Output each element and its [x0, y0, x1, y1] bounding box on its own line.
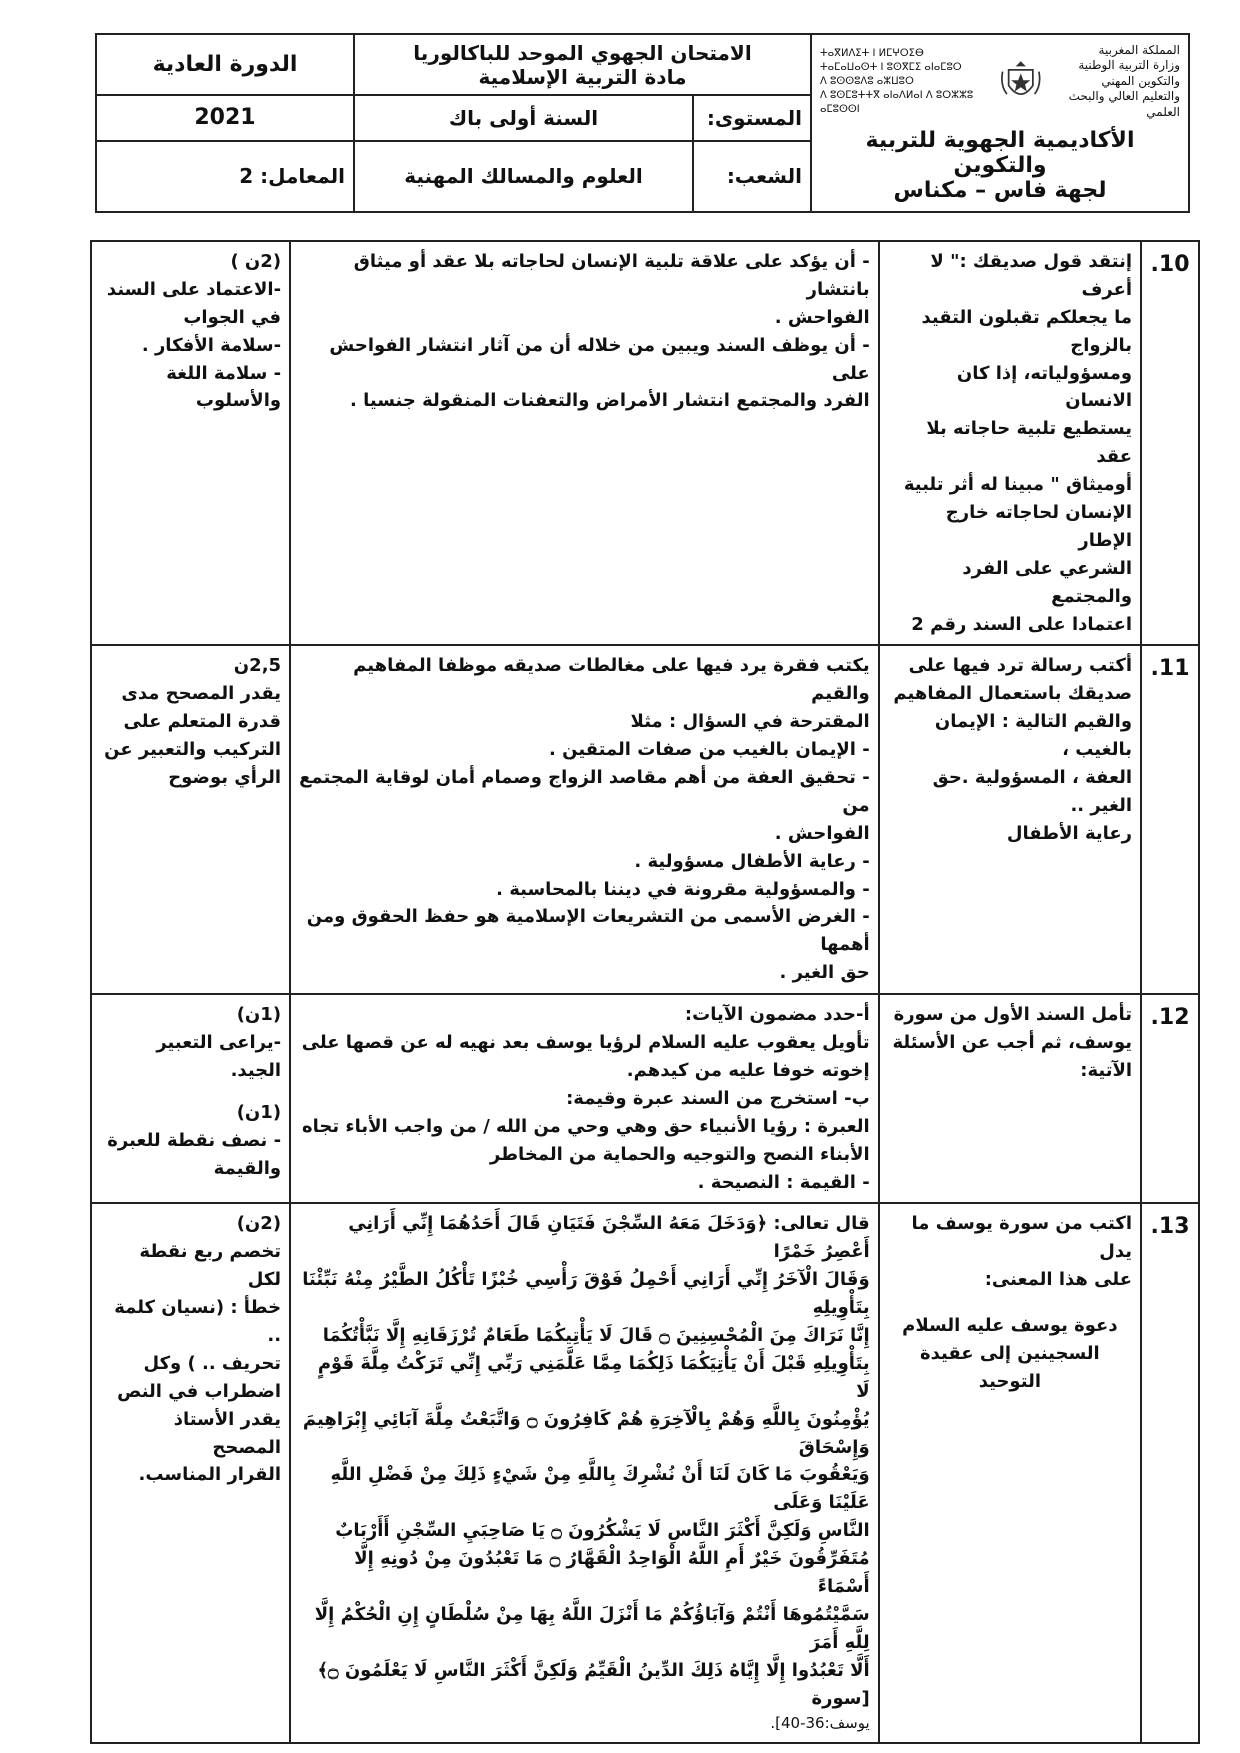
- exam-subject: مادة التربية الإسلامية: [478, 64, 687, 89]
- answer-cell: أ-حدد مضمون الآيات: تأويل يعقوب عليه السلام لرؤيا يوسف بعد نهيه له عن قصها على إخوته خوفا عليه من كيدهم. ب- استخرج من السند عبرة وقيمة: العبرة : رؤيا الأنبياء حق وهي وحي من الله / من واجب الأباء تجاه الأبناء النصح والتوجيه والحماية من المخاطر - القيمة : النصيحة .: [290, 994, 879, 1203]
- tifinagh-line: ⴷ ⵓⵙⵎⵓⵜⵜⴳ ⴰⵏⴰⴷⵍⴰⵏ ⴷ ⵓⵔⵣⵣⵓ ⴰⵎⵓⵙⵙⵏ: [820, 89, 974, 115]
- kingdom-line: وزارة التربية الوطنية: [1078, 58, 1180, 73]
- kingdom-line: والتكوين المهني: [1101, 73, 1180, 88]
- exam-header: [95, 33, 1190, 213]
- exam-title: الامتحان الجهوي الموحد للباكالوريا: [413, 40, 752, 65]
- tifinagh-text: [820, 47, 990, 117]
- criteria-cell: (2ن ) -الاعتماد على السند في الجواب -سلامة الأفكار . - سلامة اللغة والأسلوب: [91, 241, 290, 645]
- question-number: 13.: [1141, 1203, 1199, 1742]
- question-number: 10.: [1141, 241, 1199, 645]
- ministry-logo-block: [820, 43, 1180, 121]
- question-number: 11.: [1141, 645, 1199, 994]
- table-row: [91, 994, 1199, 1203]
- table-row: [91, 241, 1199, 645]
- question-cell: تأمل السند الأول من سورة يوسف، ثم أجب عن الأسئلة الآتية:: [879, 994, 1141, 1203]
- criteria-cell: (2ن) تخصم ربع نقطة لكل خطأ : (نسيان كلمة .. تحريف .. ) وكل اضطراب في النص يقدر الأستاذ المصحح القرار المناسب.: [91, 1203, 290, 1742]
- question-number: 12.: [1141, 994, 1199, 1203]
- answer-cell: - أن يؤكد على علاقة تلبية الإنسان لحاجاته بلا عقد أو ميثاق بانتشار الفواحش . - أن يوظف السند ويبين من خلاله أن من آثار انتشار الفواحش على الفرد والمجتمع انتشار الأمراض والتعفنات المنقولة جنسيا .: [290, 241, 879, 645]
- quran-verses-cell: قال تعالى: ﴿وَدَخَلَ مَعَهُ السِّجْنَ فَتَيَانِ قَالَ أَحَدُهُمَا إِنِّي أَرَانِي أَعْصِرُ خَمْرًا وَقَالَ الْآخَرُ إِنِّي أَرَانِي أَحْمِلُ فَوْقَ رَأْسِي خُبْزًا تَأْكُلُ الطَّيْرُ مِنْهُ نَبِّئْنَا بِتَأْوِيلِهِ إِنَّا نَرَاكَ مِنَ الْمُحْسِنِينَ ۝ قَالَ لَا يَأْتِيكُمَا طَعَامٌ تُرْزَقَانِهِ إِلَّا نَبَّأْتُكُمَا بِتَأْوِيلِهِ قَبْلَ أَنْ يَأْتِيَكُمَا ذَلِكُمَا مِمَّا عَلَّمَنِي رَبِّي إِنِّي تَرَكْتُ مِلَّةَ قَوْمٍ لَا يُؤْمِنُونَ بِاللَّهِ وَهُمْ بِالْآخِرَةِ هُمْ كَافِرُونَ ۝ وَاتَّبَعْتُ مِلَّةَ آبَائِي إِبْرَاهِيمَ وَإِسْحَاقَ وَيَعْقُوبَ مَا كَانَ لَنَا أَنْ نُشْرِكَ بِاللَّهِ مِنْ شَيْءٍ ذَلِكَ مِنْ فَضْلِ اللَّهِ عَلَيْنَا وَعَلَى النَّاسِ وَلَكِنَّ أَكْثَرَ النَّاسِ لَا يَشْكُرُونَ ۝ يَا صَاحِبَيِ السِّجْنِ أَأَرْبَابٌ مُتَفَرِّقُونَ خَيْرٌ أَمِ اللَّهُ الْوَاحِدُ الْقَهَّارُ ۝ مَا تَعْبُدُونَ مِنْ دُونِهِ إِلَّا أَسْمَاءً سَمَّيْتُمُوهَا أَنْتُمْ وَآبَاؤُكُمْ مَا أَنْزَلَ اللَّهُ بِهَا مِنْ سُلْطَانٍ إِنِ الْحُكْمُ إِلَّا لِلَّهِ أَمَرَ أَلَّا تَعْبُدُوا إِلَّا إِيَّاهُ ذَلِكَ الدِّينُ الْقَيِّمُ وَلَكِنَّ أَكْثَرَ النَّاسِ لَا يَعْلَمُونَ ۝﴾ [سورة يوسف:36-40].: [290, 1203, 879, 1742]
- session-label: الدورة العادية: [96, 34, 354, 95]
- table-row: [91, 645, 1199, 994]
- coefficient: المعامل: 2: [96, 141, 354, 212]
- table-row: [91, 1203, 1199, 1742]
- coat-of-arms-icon: [1000, 56, 1042, 108]
- exam-year: 2021: [96, 95, 354, 141]
- academy-name: الأكاديمية الجهوية للتربية والتكوين: [865, 128, 1135, 179]
- branch-value: العلوم والمسالك المهنية: [354, 141, 693, 212]
- verse-reference: يوسف:36-40].: [770, 1714, 870, 1733]
- tifinagh-line: ⴷ ⵓⵙⵙⵓⴷⵓ ⴰⵣⵡⵓⵔ: [820, 75, 914, 87]
- branch-label: الشعب:: [693, 141, 811, 212]
- tifinagh-line: ⵜⴰⵎⴰⵡⴰⵙⵜ ⵏ ⵓⵙⴳⵎⵉ ⴰⵏⴰⵎⵓⵔ: [820, 61, 962, 73]
- level-label: المستوى:: [693, 95, 811, 141]
- answer-key-table: [90, 240, 1200, 1744]
- academy-region: لجهة فاس – مكناس: [893, 178, 1107, 204]
- exam-title-cell: [354, 34, 811, 95]
- kingdom-line: المملكة المغربية: [1098, 42, 1180, 57]
- tifinagh-line: ⵜⴰⴳⵍⴷⵉⵜ ⵏ ⵍⵎⵖⵔⵉⴱ: [820, 47, 924, 59]
- kingdom-text: [1051, 43, 1180, 121]
- answer-cell: يكتب فقرة يرد فيها على مغالطات صديقه موظفا المفاهيم والقيم المقترحة في السؤال : مثلا - الإيمان بالغيب من صفات المتقين . - تحقيق العفة من أهم مقاصد الزواج وصمام أمان لوقاية المجتمع من الفواحش . - رعاية الأطفال مسؤولية . - والمسؤولية مقرونة في ديننا بالمحاسبة . - الغرض الأسمى من التشريعات الإسلامية هو حفظ الحقوق ومن أهمها حق الغير .: [290, 645, 879, 994]
- academy-cell: [811, 34, 1189, 212]
- question-cell: اكتب من سورة يوسف ما يدل على هذا المعنى: دعوة يوسف عليه السلام السجينين إلى عقيدة التوحيد: [879, 1203, 1141, 1742]
- kingdom-line: والتعليم العالي والبحث العلمي: [1068, 89, 1180, 119]
- question-cell: إنتقد قول صديقك :" لا أعرف ما يجعلكم تقبلون التقيد بالزواج ومسؤولياته، إذا كان الانسان يستطيع تلبية حاجاته بلا عقد أوميثاق " مبينا له أثر تلبية الإنسان لحاجاته خارج الإطار الشرعي على الفرد والمجتمع اعتمادا على السند رقم 2: [879, 241, 1141, 645]
- criteria-cell: (1ن) -يراعى التعبير الجيد. (1ن) - نصف نقطة للعبرة والقيمة: [91, 994, 290, 1203]
- level-value: السنة أولى باك: [354, 95, 693, 141]
- criteria-cell: 2,5ن يقدر المصحح مدى قدرة المتعلم على التركيب والتعبير عن الرأي بوضوح: [91, 645, 290, 994]
- question-cell: أكتب رسالة ترد فيها على صديقك باستعمال المفاهيم والقيم التالية : الإيمان بالغيب ، العفة ، المسؤولية .حق الغير .. رعاية الأطفال: [879, 645, 1141, 994]
